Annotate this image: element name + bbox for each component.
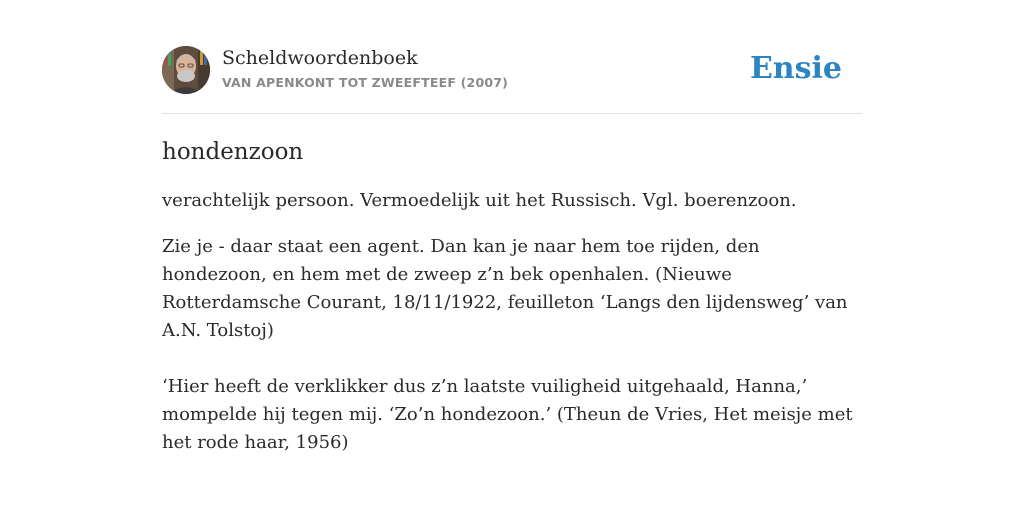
entry-header [162, 46, 862, 114]
entry-term: hondenzoon [162, 139, 304, 165]
ensie-logo-link[interactable]: Ensie [749, 51, 842, 86]
entry-definition: verachtelijk persoon. Vermoedelijk uit het Russisch. Vgl. boerenzoon. [162, 190, 797, 211]
entry-quote: ‘Hier heeft de verklikker dus z’n laatste vuiligheid uitgehaald, Hanna,’ mompelde hij tegen mij. ‘Zo’n hondezoon.’ (Theun de Vries, Het meisje met het rode haar, 1956) [162, 376, 853, 453]
entry-quote: Zie je - daar staat een agent. Dan kan je naar hem toe rijden, den hondezoon, en hem met de zweep z’n bek openhalen. (Nieuwe Rotterdamsche Courant, 18/11/1922, feuilleton ‘Langs den lijdensweg’ van A.N. Tolstoj) [162, 236, 848, 341]
author-avatar-image [162, 46, 210, 94]
source-name[interactable]: Scheldwoordenboek [222, 47, 418, 69]
entry-card [162, 46, 862, 457]
source-subtitle: VAN APENKONT TOT ZWEEFTEEF (2007) [222, 75, 509, 90]
author-avatar [162, 46, 210, 94]
